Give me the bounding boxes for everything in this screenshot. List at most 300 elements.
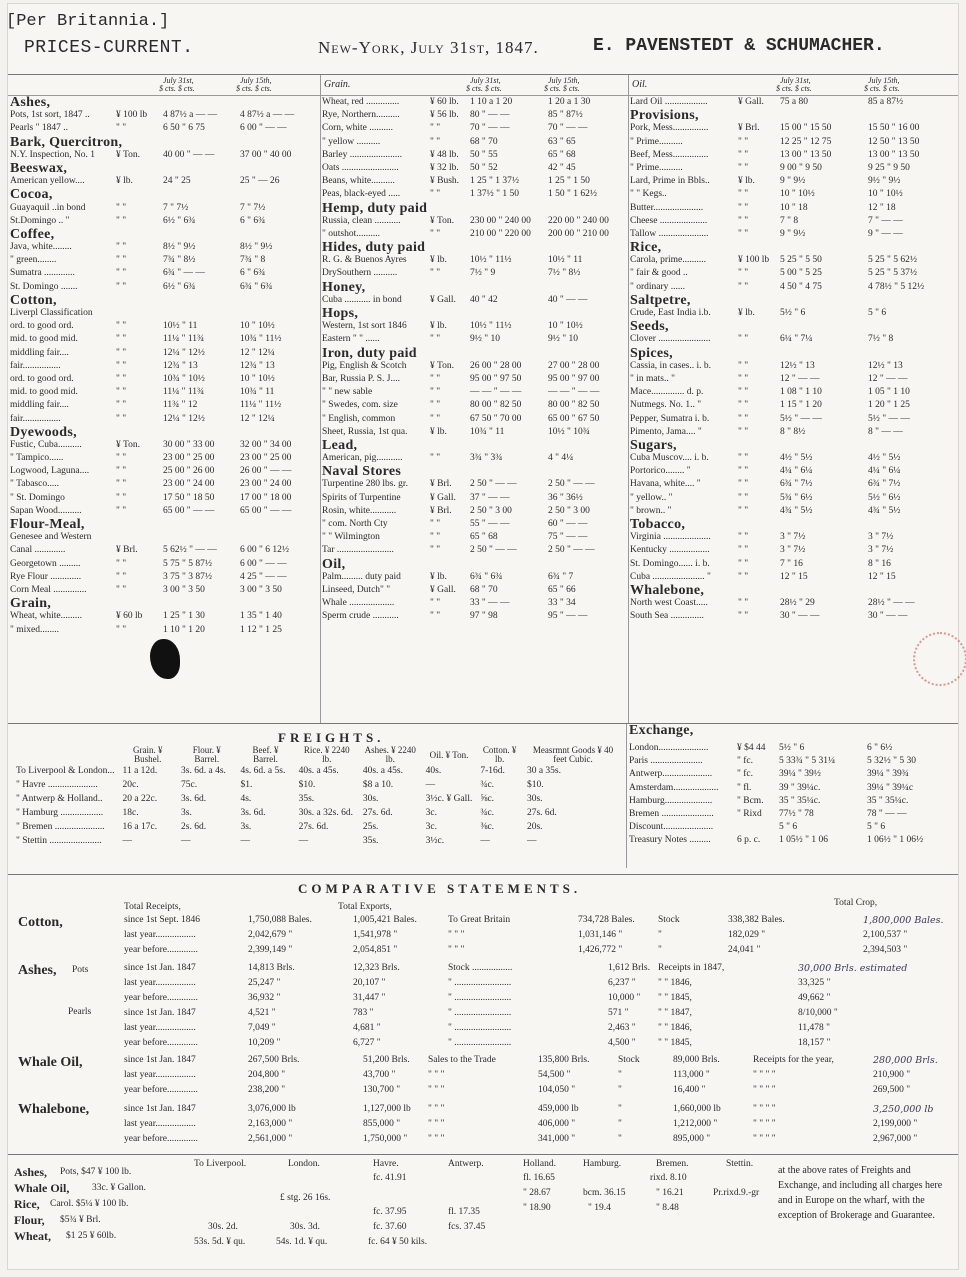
price-july-15: 12 " — —	[868, 373, 908, 384]
commodity-name: Pig, English & Scotch	[322, 360, 407, 371]
cell: 1,660,000 lb	[673, 1104, 721, 1114]
price-july-31: — — " — —	[470, 387, 522, 398]
price-row	[628, 386, 958, 399]
london-rate-2: 30s. 3d.	[290, 1222, 320, 1232]
price-july-15: 33 " 34	[548, 598, 576, 609]
cell: " " "	[428, 1104, 445, 1114]
date-header-july-15: July 15th,	[868, 76, 900, 85]
freight-rate: 20s.	[526, 822, 543, 832]
rate-july-31: 39¼ " 39½	[779, 769, 821, 780]
hamburg-rate-1: bcm. 36.15	[583, 1188, 626, 1198]
price-july-15: 1 35 " 1 40	[240, 611, 282, 622]
freight-column-header: Rice. ¥ 2240 lb.	[303, 745, 350, 764]
price-july-15: 13 00 " 13 50	[868, 149, 920, 160]
cell: last year.................	[124, 978, 196, 988]
price-july-31: 10½ " 11½	[470, 255, 512, 266]
commodity-name: Pork, Mess...............	[630, 123, 709, 134]
cell: 406,000 "	[538, 1119, 576, 1129]
section-heading	[628, 320, 958, 333]
commodity-name: Cuba ...................... "	[630, 571, 711, 582]
freight-rate: 40s.	[425, 766, 442, 776]
price-row	[8, 373, 320, 386]
unit: ¥ lb.	[738, 176, 755, 187]
price-row	[320, 254, 628, 267]
section-heading	[320, 307, 628, 320]
cell: last year.................	[124, 930, 196, 940]
section-heading	[8, 162, 320, 175]
ashes-row	[8, 963, 958, 977]
cell: " " "	[428, 1134, 445, 1144]
price-row	[320, 426, 628, 439]
price-july-31: 68 " 70	[470, 584, 498, 595]
section-title: Rice,	[630, 240, 662, 256]
item-rate: $1 25 ¥ 60lb.	[66, 1231, 117, 1241]
price-july-15: 200 00 " 210 00	[548, 228, 609, 239]
date-header-july-31: July 31st,	[780, 76, 811, 85]
currency-header: $ cts. $ cts.	[864, 84, 900, 93]
bremen-rate-2: " 16.21	[656, 1188, 684, 1198]
cell: since 1st Jan. 1847	[124, 1104, 196, 1114]
holland-rate-3: " 18.90	[523, 1203, 551, 1213]
price-july-15: 12¾ " 13	[240, 360, 275, 371]
price-row	[320, 386, 628, 399]
destination-header: Hamburg.	[583, 1159, 622, 1169]
price-july-31: 65 00 " — —	[163, 505, 215, 516]
cell: 24,041 "	[728, 945, 761, 955]
price-july-15: 42 " 45	[548, 162, 576, 173]
price-july-15: 85 a 87½	[868, 97, 904, 107]
section-heading	[320, 281, 628, 294]
commodity-name: " fair & good ..	[630, 268, 688, 279]
cell: 3,250,000 lb	[873, 1104, 934, 1115]
commodity-name: Linseed, Dutch" "	[322, 584, 391, 595]
exchange-row	[627, 808, 959, 821]
freight-rate: 11 a 12d.	[122, 766, 158, 776]
price-row	[8, 320, 320, 333]
section-heading	[8, 597, 320, 610]
cell: 1,212,000 "	[673, 1119, 718, 1129]
exchange-place: Treasury Notes .........	[629, 835, 711, 846]
commodity-name: N.Y. Inspection, No. 1	[10, 149, 96, 160]
section-title: Dyewoods,	[10, 424, 77, 440]
section-heading	[628, 241, 958, 254]
rate-july-15: 5 " 6	[867, 822, 886, 833]
unit: " "	[430, 532, 441, 543]
price-row	[628, 571, 958, 584]
comparative-statements	[8, 874, 958, 1150]
price-row	[628, 149, 958, 162]
price-july-31: 1 08 " 1 10	[780, 387, 822, 398]
price-july-15: 4 " 4¼	[548, 453, 574, 464]
section-heading	[8, 518, 320, 531]
cell: " " "	[448, 945, 465, 955]
cell: " " "	[448, 930, 465, 940]
cell: 2,100,537 "	[863, 930, 908, 940]
price-july-15: 70 " — —	[548, 123, 588, 134]
cell: 54,500 "	[538, 1070, 571, 1080]
price-july-15: 65 " 66	[548, 584, 576, 595]
price-july-15: 9 25 " 9 50	[868, 162, 910, 173]
cotton-row	[8, 945, 958, 959]
price-july-31: 28½ " 29	[780, 598, 815, 609]
cell: 734,728 Bales.	[578, 915, 635, 925]
price-column-3	[628, 75, 958, 723]
bremen-rate-1: rixd. 8.10	[650, 1173, 687, 1183]
unit: " "	[738, 162, 749, 173]
unit: " "	[738, 400, 749, 411]
section-title: Whalebone,	[630, 582, 705, 598]
freight-rate: 35s.	[362, 836, 379, 846]
commodity-name: Georgetown .........	[10, 558, 81, 569]
item-bold: Ashes,	[14, 1165, 48, 1179]
price-row	[628, 254, 958, 267]
price-row	[320, 136, 628, 149]
cell: 1,750,088 Bales.	[248, 915, 312, 925]
exchange-place: Antwerp.....................	[629, 769, 713, 780]
price-july-31: 23 00 " 24 00	[163, 479, 215, 490]
freight-rate: 30s.	[362, 794, 379, 804]
havre-rate: fc. 41.91	[373, 1173, 407, 1183]
pearls-label: Pearls	[68, 1007, 92, 1017]
item-rate: 33c. ¥ Gallon.	[92, 1183, 146, 1193]
price-july-31: 1 15 " 1 20	[780, 400, 822, 411]
cell: 130,700 "	[363, 1085, 401, 1095]
price-july-31: 40 00 " — —	[163, 149, 215, 160]
price-july-15: 1 20 " 1 25	[868, 400, 910, 411]
cell: " " "	[428, 1085, 445, 1095]
whale-oil-row	[8, 1055, 958, 1069]
price-row	[8, 439, 320, 452]
freights-title: FREIGHTS.	[278, 730, 385, 745]
freight-note: at the above rates of Freights and Exchange, and including all charges here and in Europe on the wharf, with the exception of Brokerage and Guarantee.	[778, 1165, 943, 1221]
freight-rate: ⅜c.	[480, 822, 495, 832]
freight-rate: 20c.	[122, 780, 139, 790]
price-row	[320, 610, 628, 623]
freight-row	[12, 764, 623, 778]
price-july-31: 1 37½ " 1 50	[470, 189, 520, 200]
freight-rate: $10.	[298, 780, 316, 790]
freight-column-header: Oil. ¥ Ton.	[429, 749, 469, 760]
unit: " "	[430, 268, 441, 279]
commodity-name: Java, white........	[10, 242, 72, 253]
price-july-15: 8 " — —	[868, 426, 903, 437]
cell: 2,042,679 "	[248, 930, 293, 940]
freight-row	[12, 778, 623, 792]
column-category-label: Grain.	[324, 79, 351, 90]
freight-column-header: Cotton. ¥ lb.	[482, 745, 517, 764]
price-july-15: 6 00 " — —	[240, 558, 287, 569]
column-category-label: Oil.	[632, 79, 648, 90]
cell: 6,237 "	[608, 978, 636, 988]
bottom-rates-table	[8, 1154, 958, 1267]
london-rate: £ stg. 26 16s.	[280, 1193, 331, 1203]
freight-destination: " Antwerp & Holland..	[16, 794, 103, 804]
exchange-row	[627, 821, 959, 834]
unit: " "	[116, 242, 127, 253]
price-july-31: 6½ " 6¾	[163, 281, 196, 292]
unit: " "	[116, 202, 127, 213]
price-july-31: 40 " 42	[470, 294, 498, 305]
unit: " "	[116, 360, 127, 371]
freight-rate: ⅝c.	[480, 794, 495, 804]
freights-section	[8, 724, 623, 868]
commodity-name: middling fair....	[10, 347, 69, 358]
price-july-15: 26 00 " — —	[240, 466, 292, 477]
price-july-31: 1 10 " 1 20	[163, 624, 205, 635]
price-july-15: 65 00 " 67 50	[548, 413, 600, 424]
price-row	[628, 597, 958, 610]
commodity-name: Barley ......................	[322, 149, 402, 160]
commodity-name: Russia, clean ...........	[322, 215, 401, 226]
price-july-15: 2 50 " — —	[548, 479, 595, 490]
commodity-name: " Tampico......	[10, 453, 64, 464]
price-july-15: 5 25 " 5 37½	[868, 268, 918, 279]
cell: 10,209 "	[248, 1038, 281, 1048]
rate-july-15: 5 32½ " 5 30	[867, 756, 917, 767]
cell: Stock	[618, 1055, 640, 1065]
unit: " "	[116, 281, 127, 292]
price-row	[320, 597, 628, 610]
unit: " "	[116, 413, 127, 424]
section-title: Beeswax,	[10, 160, 68, 176]
price-july-31: 23 00 " 25 00	[163, 453, 215, 464]
cell: " ........................	[448, 1038, 512, 1048]
price-july-31: 24 " 25	[163, 176, 191, 187]
price-row	[320, 584, 628, 597]
column-header	[320, 75, 628, 96]
unit: " "	[116, 255, 127, 266]
price-july-15: 3 " 7½	[868, 532, 894, 543]
freight-rate: 3s. 6d.	[181, 794, 207, 804]
price-row	[320, 478, 628, 491]
exports-header: Total Exports,	[338, 902, 392, 912]
item-bold: Wheat,	[14, 1229, 51, 1243]
commodity-name: Cassia, in cases.. i. b.	[630, 360, 712, 371]
unit: " "	[430, 123, 441, 134]
commodity-name: Cuba ........... in bond	[322, 294, 402, 305]
whalebone-row	[8, 1134, 958, 1148]
unit: ¥ lb.	[430, 571, 447, 582]
rate-july-15: 39¼ " 39¼c	[867, 782, 914, 793]
price-july-15: 4¾ " 5½	[868, 505, 901, 516]
rate-july-31: 5½ " 6	[779, 743, 805, 753]
ashes-row	[8, 1038, 958, 1052]
commodity-name: " green........	[10, 255, 57, 266]
commodity-name: Wheat, white.........	[10, 611, 83, 622]
unit: ¥ 32 lb.	[430, 162, 459, 173]
price-row	[628, 478, 958, 491]
price-row	[628, 360, 958, 373]
unit: " "	[738, 268, 749, 279]
cell: " " 1846,	[658, 1023, 692, 1033]
price-july-15: 7 " 7½	[240, 202, 266, 213]
price-july-15: 1 50 " 1 62½	[548, 189, 598, 200]
freight-destination: To Liverpool & London...	[16, 766, 115, 776]
freight-rate: 16 a 17c.	[122, 822, 158, 832]
price-july-15: 32 00 " 34 00	[240, 439, 292, 450]
price-july-31: 4¾ " 5½	[780, 505, 813, 516]
price-july-31: 1 10 a 1 20	[470, 97, 513, 107]
cell: "	[658, 945, 662, 955]
price-july-31: 12¾ " 13	[163, 360, 198, 371]
section-title: Tobacco,	[630, 517, 686, 532]
cell: 135,800 Brls.	[538, 1055, 590, 1065]
cell: 7,049 "	[248, 1023, 276, 1033]
price-july-15: 6 " 6¾	[240, 215, 266, 226]
cell: 2,561,000 "	[248, 1134, 293, 1144]
commodity-name: North west Coast.....	[630, 598, 708, 609]
commodity-name: Genesee and Western	[10, 532, 92, 543]
commodity-name: Pimento, Jama.... "	[630, 426, 702, 437]
price-july-31: 30 00 " 33 00	[163, 439, 215, 450]
commodity-name: Tallow .....................	[630, 228, 709, 239]
freight-destination: " Bremen .....................	[16, 822, 105, 832]
comparative-title: COMPARATIVE STATEMENTS.	[298, 881, 582, 896]
red-postal-stamp	[913, 632, 966, 686]
cell: " ........................	[448, 978, 512, 988]
price-row	[8, 558, 320, 571]
price-july-15: 8 " 16	[868, 558, 891, 569]
freight-column-header	[12, 746, 119, 764]
commodity-name: American yellow....	[10, 176, 85, 187]
cell: 12,323 Brls.	[353, 963, 400, 973]
price-july-31: 8 " 8½	[780, 426, 806, 437]
price-july-31: 68 " 70	[470, 136, 498, 147]
price-july-31: 10½ " 11½	[470, 321, 512, 332]
price-july-31: 3 75 " 3 87½	[163, 571, 213, 582]
cell: 341,000 "	[538, 1134, 576, 1144]
cell: Stock	[658, 915, 680, 925]
price-row	[628, 531, 958, 544]
price-july-15: 12 " 15	[868, 571, 896, 582]
commodity-name: Canal .............	[10, 545, 66, 556]
freight-rate: 27s. 6d.	[526, 808, 557, 818]
price-july-15: 1 20 a 1 30	[548, 97, 591, 107]
cell: 4,681 "	[353, 1023, 381, 1033]
unit: ¥ Bush.	[430, 176, 460, 187]
cell: 8/10,000 "	[798, 1008, 838, 1018]
rate-july-31: 5 " 6	[779, 822, 798, 833]
freight-column-header: Measrmnt Goods ¥ 40 feet Cubic.	[532, 745, 614, 764]
price-july-15: 12 50 " 13 50	[868, 136, 920, 147]
cell: " " " "	[753, 1134, 776, 1144]
cell: 10,000 "	[608, 993, 641, 1003]
cotton-label: Cotton,	[18, 915, 63, 930]
section-heading	[628, 518, 958, 531]
price-july-31: 9 " 9½	[780, 228, 806, 239]
price-july-31: 6 50 " 6 75	[163, 123, 205, 134]
price-july-31: 4½ " 5½	[780, 453, 813, 464]
cell: 459,000 lb	[538, 1104, 579, 1114]
unit: ¥ Brl.	[430, 505, 452, 516]
price-row	[320, 122, 628, 135]
price-july-15: 6 00 " — —	[240, 123, 287, 134]
section-heading	[320, 465, 628, 478]
price-july-15: 30 " — —	[868, 611, 908, 622]
exchange-unit: " fc.	[737, 769, 754, 780]
price-july-15: 4 87½ a — —	[240, 110, 295, 121]
price-row	[628, 399, 958, 412]
price-july-31: 5 25 " 5 50	[780, 255, 822, 266]
exchange-place: Hamburg....................	[629, 795, 713, 806]
commodity-name: middling fair....	[10, 400, 69, 411]
commodity-name: Carola, prime..........	[630, 255, 706, 266]
price-july-15: 8½ " 9½	[240, 242, 273, 253]
price-july-31: 2 50 " — —	[470, 479, 517, 490]
currency-header: $ cts. $ cts.	[776, 84, 812, 93]
commodity-name: " Swedes, com. size	[322, 400, 398, 411]
crop-header: Total Crop,	[834, 898, 878, 908]
price-july-31: 50 " 52	[470, 162, 498, 173]
unit: " "	[116, 479, 127, 490]
price-july-31: 6½ " 6¾	[163, 215, 196, 226]
price-row	[8, 531, 320, 544]
price-july-15: 12 " 12¼	[240, 413, 275, 424]
cell: 30,000 Brls. estimated	[798, 963, 908, 974]
price-july-31: 12¼ " 12½	[163, 347, 205, 358]
freight-rate: 27s. 6d.	[362, 808, 393, 818]
price-row	[628, 558, 958, 571]
dateline: New-York, July 31st, 1847.	[318, 38, 539, 57]
commodity-name: R. G. & Buenos Ayres	[322, 255, 407, 266]
unit: " "	[738, 334, 749, 345]
item-bold: Whale Oil,	[14, 1181, 70, 1195]
holland-rate-1: fl. 16.65	[523, 1173, 555, 1183]
unit: " "	[738, 373, 749, 384]
section-title: Naval Stores	[322, 464, 402, 480]
price-july-15: 40 " — —	[548, 294, 588, 305]
price-july-15: 2 50 " 3 00	[548, 505, 590, 516]
unit: " "	[738, 149, 749, 160]
cell: last year.................	[124, 1070, 196, 1080]
unit: " "	[738, 598, 749, 609]
cell: 1,750,000 "	[363, 1134, 408, 1144]
price-july-31: 10 " 10½	[780, 189, 815, 200]
rate-july-15: 39¼ " 39¾	[867, 769, 909, 780]
price-row	[628, 175, 958, 188]
unit: ¥ lb.	[430, 255, 447, 266]
commodity-name: Sumatra .............	[10, 268, 75, 279]
price-july-31: 33 " — —	[470, 598, 510, 609]
freight-column-header: Beef. ¥ Barrel.	[252, 745, 279, 764]
destination-header: To Liverpool.	[194, 1159, 247, 1169]
unit: " "	[116, 334, 127, 345]
freight-rate: —	[240, 836, 250, 846]
commodity-name: " St. Domingo	[10, 492, 65, 503]
section-heading	[628, 347, 958, 360]
cell: year before.............	[124, 1085, 198, 1095]
section-title: Exchange,	[629, 723, 694, 738]
commodity-name: mid. to good mid.	[10, 387, 78, 398]
price-july-31: 26 00 " 28 00	[470, 360, 522, 371]
price-july-31: 12 " 15	[780, 571, 808, 582]
date-header-july-31: July 31st,	[470, 76, 501, 85]
prices-current-title: PRICES-CURRENT.	[24, 38, 194, 58]
cell: Receipts for the year,	[753, 1055, 834, 1065]
price-july-31: 80 " — —	[470, 110, 510, 121]
section-heading	[628, 294, 958, 307]
unit: " "	[430, 373, 441, 384]
rate-july-15: 35 " 35¼c.	[867, 795, 909, 806]
section-title: Ashes,	[10, 95, 51, 110]
price-row	[8, 149, 320, 162]
commodity-name: St. Domingo .......	[10, 281, 78, 292]
price-july-31: 3 " 7½	[780, 532, 806, 543]
cell: 4,500 "	[608, 1038, 636, 1048]
commodity-name: Corn Meal ..............	[10, 584, 87, 595]
unit: " "	[430, 611, 441, 622]
price-july-15: 12 " 18	[868, 202, 896, 213]
